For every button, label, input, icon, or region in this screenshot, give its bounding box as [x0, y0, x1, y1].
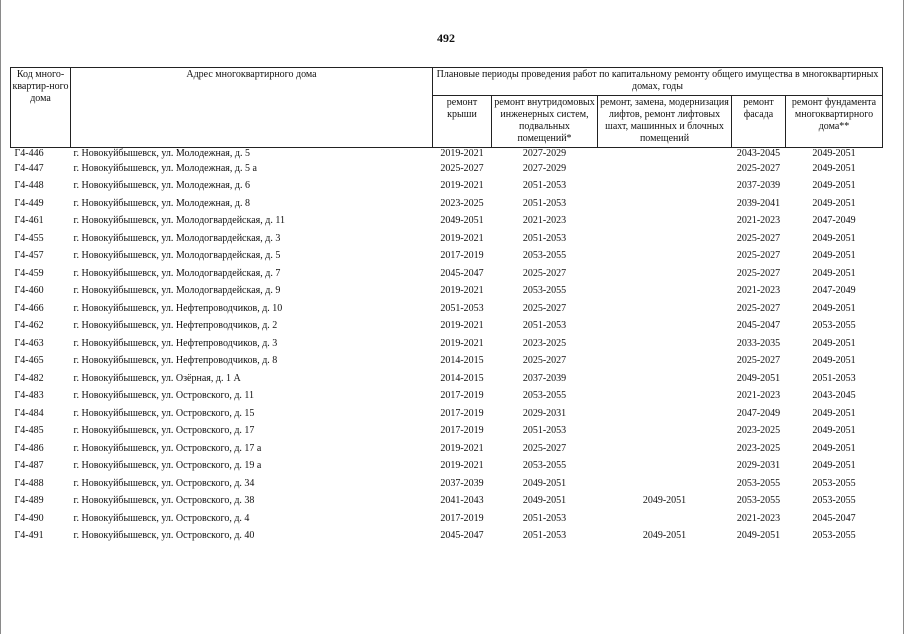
table-row [11, 283, 883, 301]
roof-period-cell: 2019-2021 [440, 320, 484, 332]
lifts-period-cell [598, 213, 732, 231]
lifts-period-cell [598, 353, 732, 371]
systems-period-cell: 2053-2055 [522, 285, 567, 297]
address-cell: г. Новокуйбышевск, ул. Островского, д. 17 [73, 425, 255, 437]
foundation-period-cell: 2049-2051 [812, 407, 856, 419]
foundation-period-cell: 2049-2051 [812, 355, 856, 367]
facade-period-cell: 2023-2025 [736, 442, 781, 454]
address-cell: г. Новокуйбышевск, ул. Молодежная, д. 8 [73, 197, 250, 209]
facade-period-cell: 2037-2039 [736, 180, 781, 192]
house-code-cell: Г4-489 [14, 495, 44, 507]
facade-period-cell: 2043-2045 [736, 148, 781, 159]
address-cell: г. Новокуйбышевск, ул. Молодогвардейская, д. 11 [73, 215, 285, 227]
foundation-period-cell: 2047-2049 [812, 285, 856, 297]
systems-period-cell: 2053-2055 [522, 460, 567, 472]
address-cell: г. Новокуйбышевск, ул. Молодежная, д. 5 а [73, 162, 257, 174]
header-lifts: ремонт, замена, модернизация лифтов, ремонт лифтовых шахт, машинных и блочных помещений [598, 96, 732, 148]
house-code-cell: Г4-490 [14, 512, 44, 524]
lifts-period-cell [598, 475, 732, 493]
roof-period-cell: 2017-2019 [440, 407, 484, 419]
foundation-period-cell: 2049-2051 [812, 162, 856, 174]
foundation-period-cell: 2049-2051 [812, 460, 856, 472]
systems-period-cell: 2037-2039 [522, 372, 567, 384]
facade-period-cell: 2053-2055 [736, 495, 781, 507]
systems-period-cell: 2025-2027 [522, 302, 567, 314]
facade-period-cell: 2025-2027 [736, 355, 781, 367]
house-code-cell: Г4-447 [14, 162, 44, 174]
address-cell: г. Новокуйбышевск, ул. Островского, д. 17 а [73, 442, 262, 454]
systems-period-cell: 2029-2031 [522, 407, 567, 419]
house-code-cell: Г4-465 [14, 355, 44, 367]
facade-period-cell: 2021-2023 [736, 390, 781, 402]
roof-period-cell: 2017-2019 [440, 425, 484, 437]
house-code-cell: Г4-457 [14, 250, 44, 262]
systems-period-cell: 2025-2027 [522, 267, 567, 279]
header-systems: ремонт внутридомовых инженерных систем, подвальных помещений* [492, 96, 598, 148]
facade-period-cell: 2045-2047 [736, 320, 781, 332]
foundation-period-cell: 2049-2051 [812, 337, 856, 349]
lifts-period-cell [598, 318, 732, 336]
foundation-period-cell: 2049-2051 [812, 425, 856, 437]
roof-period-cell: 2017-2019 [440, 250, 484, 262]
house-code-cell: Г4-485 [14, 425, 44, 437]
lifts-period-cell [598, 335, 732, 353]
foundation-period-cell: 2053-2055 [812, 495, 856, 507]
house-code-cell: Г4-449 [14, 197, 44, 209]
systems-period-cell: 2023-2025 [522, 337, 567, 349]
table-row [11, 510, 883, 528]
table-row [11, 248, 883, 266]
header-roof: ремонт крыши [433, 96, 492, 148]
facade-period-cell: 2029-2031 [736, 460, 781, 472]
table-row [11, 353, 883, 371]
header-foundation: ремонт фундамента многоквартирного дома** [786, 96, 883, 148]
address-cell: г. Новокуйбышевск, ул. Островского, д. 40 [73, 530, 255, 542]
facade-period-cell: 2025-2027 [736, 232, 781, 244]
facade-period-cell: 2021-2023 [736, 285, 781, 297]
foundation-period-cell: 2049-2051 [812, 148, 856, 159]
foundation-period-cell: 2043-2045 [812, 390, 856, 402]
address-cell: г. Новокуйбышевск, ул. Молодогвардейская, д. 5 [73, 250, 281, 262]
facade-period-cell: 2053-2055 [736, 477, 781, 489]
table-body [11, 148, 883, 546]
roof-period-cell: 2019-2021 [440, 180, 484, 192]
foundation-period-cell: 2049-2051 [812, 197, 856, 209]
systems-period-cell: 2051-2053 [522, 232, 567, 244]
table-row [11, 440, 883, 458]
systems-period-cell: 2051-2053 [522, 197, 567, 209]
page-number: 492 [437, 31, 455, 45]
roof-period-cell: 2037-2039 [440, 477, 484, 489]
systems-period-cell: 2025-2027 [522, 355, 567, 367]
lifts-period-cell: 2049-2051 [642, 495, 687, 507]
lifts-period-cell [598, 458, 732, 476]
facade-period-cell: 2039-2041 [736, 197, 781, 209]
address-cell: г. Новокуйбышевск, ул. Островского, д. 11 [73, 390, 255, 402]
foundation-period-cell: 2053-2055 [812, 530, 856, 542]
address-cell: г. Новокуйбышевск, ул. Островского, д. 34 [73, 477, 255, 489]
systems-period-cell: 2051-2053 [522, 530, 567, 542]
roof-period-cell: 2019-2021 [440, 148, 484, 159]
lifts-period-cell [598, 423, 732, 441]
foundation-period-cell: 2049-2051 [812, 442, 856, 454]
table-row [11, 213, 883, 231]
roof-period-cell: 2014-2015 [440, 355, 484, 367]
address-cell: г. Новокуйбышевск, ул. Нефтепроводчиков, д. 10 [73, 302, 283, 314]
table-row [11, 148, 883, 161]
foundation-period-cell: 2049-2051 [812, 267, 856, 279]
systems-period-cell: 2053-2055 [522, 250, 567, 262]
house-code-cell: Г4-486 [14, 442, 44, 454]
roof-period-cell: 2019-2021 [440, 460, 484, 472]
facade-period-cell: 2049-2051 [736, 530, 781, 542]
table-row [11, 493, 883, 511]
facade-period-cell: 2025-2027 [736, 250, 781, 262]
house-code-cell: Г4-462 [14, 320, 44, 332]
roof-period-cell: 2049-2051 [440, 215, 484, 227]
roof-period-cell: 2041-2043 [440, 495, 484, 507]
header-address: Адрес многоквартирного дома [71, 68, 433, 148]
roof-period-cell: 2045-2047 [440, 267, 484, 279]
roof-period-cell: 2019-2021 [440, 442, 484, 454]
house-code-cell: Г4-482 [14, 372, 44, 384]
foundation-period-cell: 2049-2051 [812, 232, 856, 244]
foundation-period-cell: 2049-2051 [812, 250, 856, 262]
foundation-period-cell: 2045-2047 [812, 512, 856, 524]
systems-period-cell: 2051-2053 [522, 425, 567, 437]
lifts-period-cell: 2049-2051 [642, 530, 687, 542]
facade-period-cell: 2025-2027 [736, 162, 781, 174]
lifts-period-cell [598, 405, 732, 423]
facade-period-cell: 2021-2023 [736, 512, 781, 524]
systems-period-cell: 2049-2051 [522, 495, 567, 507]
facade-period-cell: 2047-2049 [736, 407, 781, 419]
table-row [11, 458, 883, 476]
systems-period-cell: 2049-2051 [522, 477, 567, 489]
address-cell: г. Новокуйбышевск, ул. Островского, д. 19 а [73, 460, 262, 472]
roof-period-cell: 2025-2027 [440, 162, 484, 174]
address-cell: г. Новокуйбышевск, ул. Молодогвардейская, д. 3 [73, 232, 281, 244]
table-row [11, 370, 883, 388]
house-code-cell: Г4-483 [14, 390, 44, 402]
roof-period-cell: 2019-2021 [440, 337, 484, 349]
table-row [11, 423, 883, 441]
systems-period-cell: 2021-2023 [522, 215, 567, 227]
address-cell: г. Новокуйбышевск, ул. Островского, д. 38 [73, 495, 255, 507]
table-row [11, 300, 883, 318]
address-cell: г. Новокуйбышевск, ул. Молодежная, д. 6 [73, 180, 250, 192]
roof-period-cell: 2045-2047 [440, 530, 484, 542]
facade-period-cell: 2025-2027 [736, 302, 781, 314]
address-cell: г. Новокуйбышевск, ул. Островского, д. 15 [73, 407, 255, 419]
house-code-cell: Г4-448 [14, 180, 44, 192]
page-edge-right [903, 0, 904, 634]
foundation-period-cell: 2053-2055 [812, 320, 856, 332]
lifts-period-cell [598, 195, 732, 213]
table-row [11, 230, 883, 248]
address-cell: г. Новокуйбышевск, ул. Озёрная, д. 1 А [73, 372, 241, 384]
foundation-period-cell: 2051-2053 [812, 372, 856, 384]
lifts-period-cell [598, 178, 732, 196]
foundation-period-cell: 2047-2049 [812, 215, 856, 227]
roof-period-cell: 2019-2021 [440, 232, 484, 244]
table-row [11, 335, 883, 353]
systems-period-cell: 2051-2053 [522, 180, 567, 192]
table-row [11, 318, 883, 336]
roof-period-cell: 2017-2019 [440, 512, 484, 524]
repair-schedule-table [10, 67, 883, 545]
lifts-period-cell [598, 230, 732, 248]
address-cell: г. Новокуйбышевск, ул. Молодогвардейская, д. 7 [73, 267, 281, 279]
header-code: Код много-квартир-ного дома [11, 68, 71, 148]
house-code-cell: Г4-488 [14, 477, 44, 489]
roof-period-cell: 2019-2021 [440, 285, 484, 297]
table-row [11, 265, 883, 283]
foundation-period-cell: 2049-2051 [812, 180, 856, 192]
page-edge-left [0, 0, 1, 634]
lifts-period-cell [598, 300, 732, 318]
address-cell: г. Новокуйбышевск, ул. Молодогвардейская, д. 9 [73, 285, 281, 297]
systems-period-cell: 2027-2029 [522, 162, 567, 174]
lifts-period-cell [598, 283, 732, 301]
facade-period-cell: 2023-2025 [736, 425, 781, 437]
house-code-cell: Г4-466 [14, 302, 44, 314]
house-code-cell: Г4-455 [14, 232, 44, 244]
house-code-cell: Г4-491 [14, 530, 44, 542]
house-code-cell: Г4-460 [14, 285, 44, 297]
lifts-period-cell [598, 370, 732, 388]
address-cell: г. Новокуйбышевск, ул. Нефтепроводчиков, д. 3 [73, 337, 278, 349]
roof-period-cell: 2023-2025 [440, 197, 484, 209]
lifts-period-cell [598, 265, 732, 283]
house-code-cell: Г4-487 [14, 460, 44, 472]
header-periods: Плановые периоды проведения работ по капитальному ремонту общего имущества в многоквартирных домах, годы [433, 68, 883, 96]
address-cell: г. Новокуйбышевск, ул. Нефтепроводчиков, д. 2 [73, 320, 278, 332]
facade-period-cell: 2049-2051 [736, 372, 781, 384]
table-row [11, 388, 883, 406]
lifts-period-cell [598, 510, 732, 528]
roof-period-cell: 2014-2015 [440, 372, 484, 384]
address-cell: г. Новокуйбышевск, ул. Островского, д. 4 [73, 512, 250, 524]
table-row [11, 178, 883, 196]
lifts-period-cell [598, 248, 732, 266]
table-row [11, 160, 883, 178]
roof-period-cell: 2017-2019 [440, 390, 484, 402]
systems-period-cell: 2025-2027 [522, 442, 567, 454]
facade-period-cell: 2033-2035 [736, 337, 781, 349]
address-cell: г. Новокуйбышевск, ул. Нефтепроводчиков, д. 8 [73, 355, 278, 367]
header-facade: ремонт фасада [732, 96, 786, 148]
systems-period-cell: 2027-2029 [522, 148, 567, 159]
house-code-cell: Г4-463 [14, 337, 44, 349]
facade-period-cell: 2021-2023 [736, 215, 781, 227]
house-code-cell: Г4-459 [14, 267, 44, 279]
lifts-period-cell [598, 388, 732, 406]
systems-period-cell: 2053-2055 [522, 390, 567, 402]
house-code-cell: Г4-446 [14, 148, 44, 159]
table-row [11, 405, 883, 423]
address-cell: г. Новокуйбышевск, ул. Молодежная, д. 5 [73, 148, 250, 159]
systems-period-cell: 2051-2053 [522, 512, 567, 524]
house-code-cell: Г4-461 [14, 215, 44, 227]
foundation-period-cell: 2049-2051 [812, 302, 856, 314]
house-code-cell: Г4-484 [14, 407, 44, 419]
facade-period-cell: 2025-2027 [736, 267, 781, 279]
lifts-period-cell [598, 160, 732, 178]
table-row [11, 528, 883, 546]
lifts-period-cell [598, 148, 732, 161]
roof-period-cell: 2051-2053 [440, 302, 484, 314]
lifts-period-cell [598, 440, 732, 458]
systems-period-cell: 2051-2053 [522, 320, 567, 332]
foundation-period-cell: 2053-2055 [812, 477, 856, 489]
table-row [11, 195, 883, 213]
table-row [11, 475, 883, 493]
